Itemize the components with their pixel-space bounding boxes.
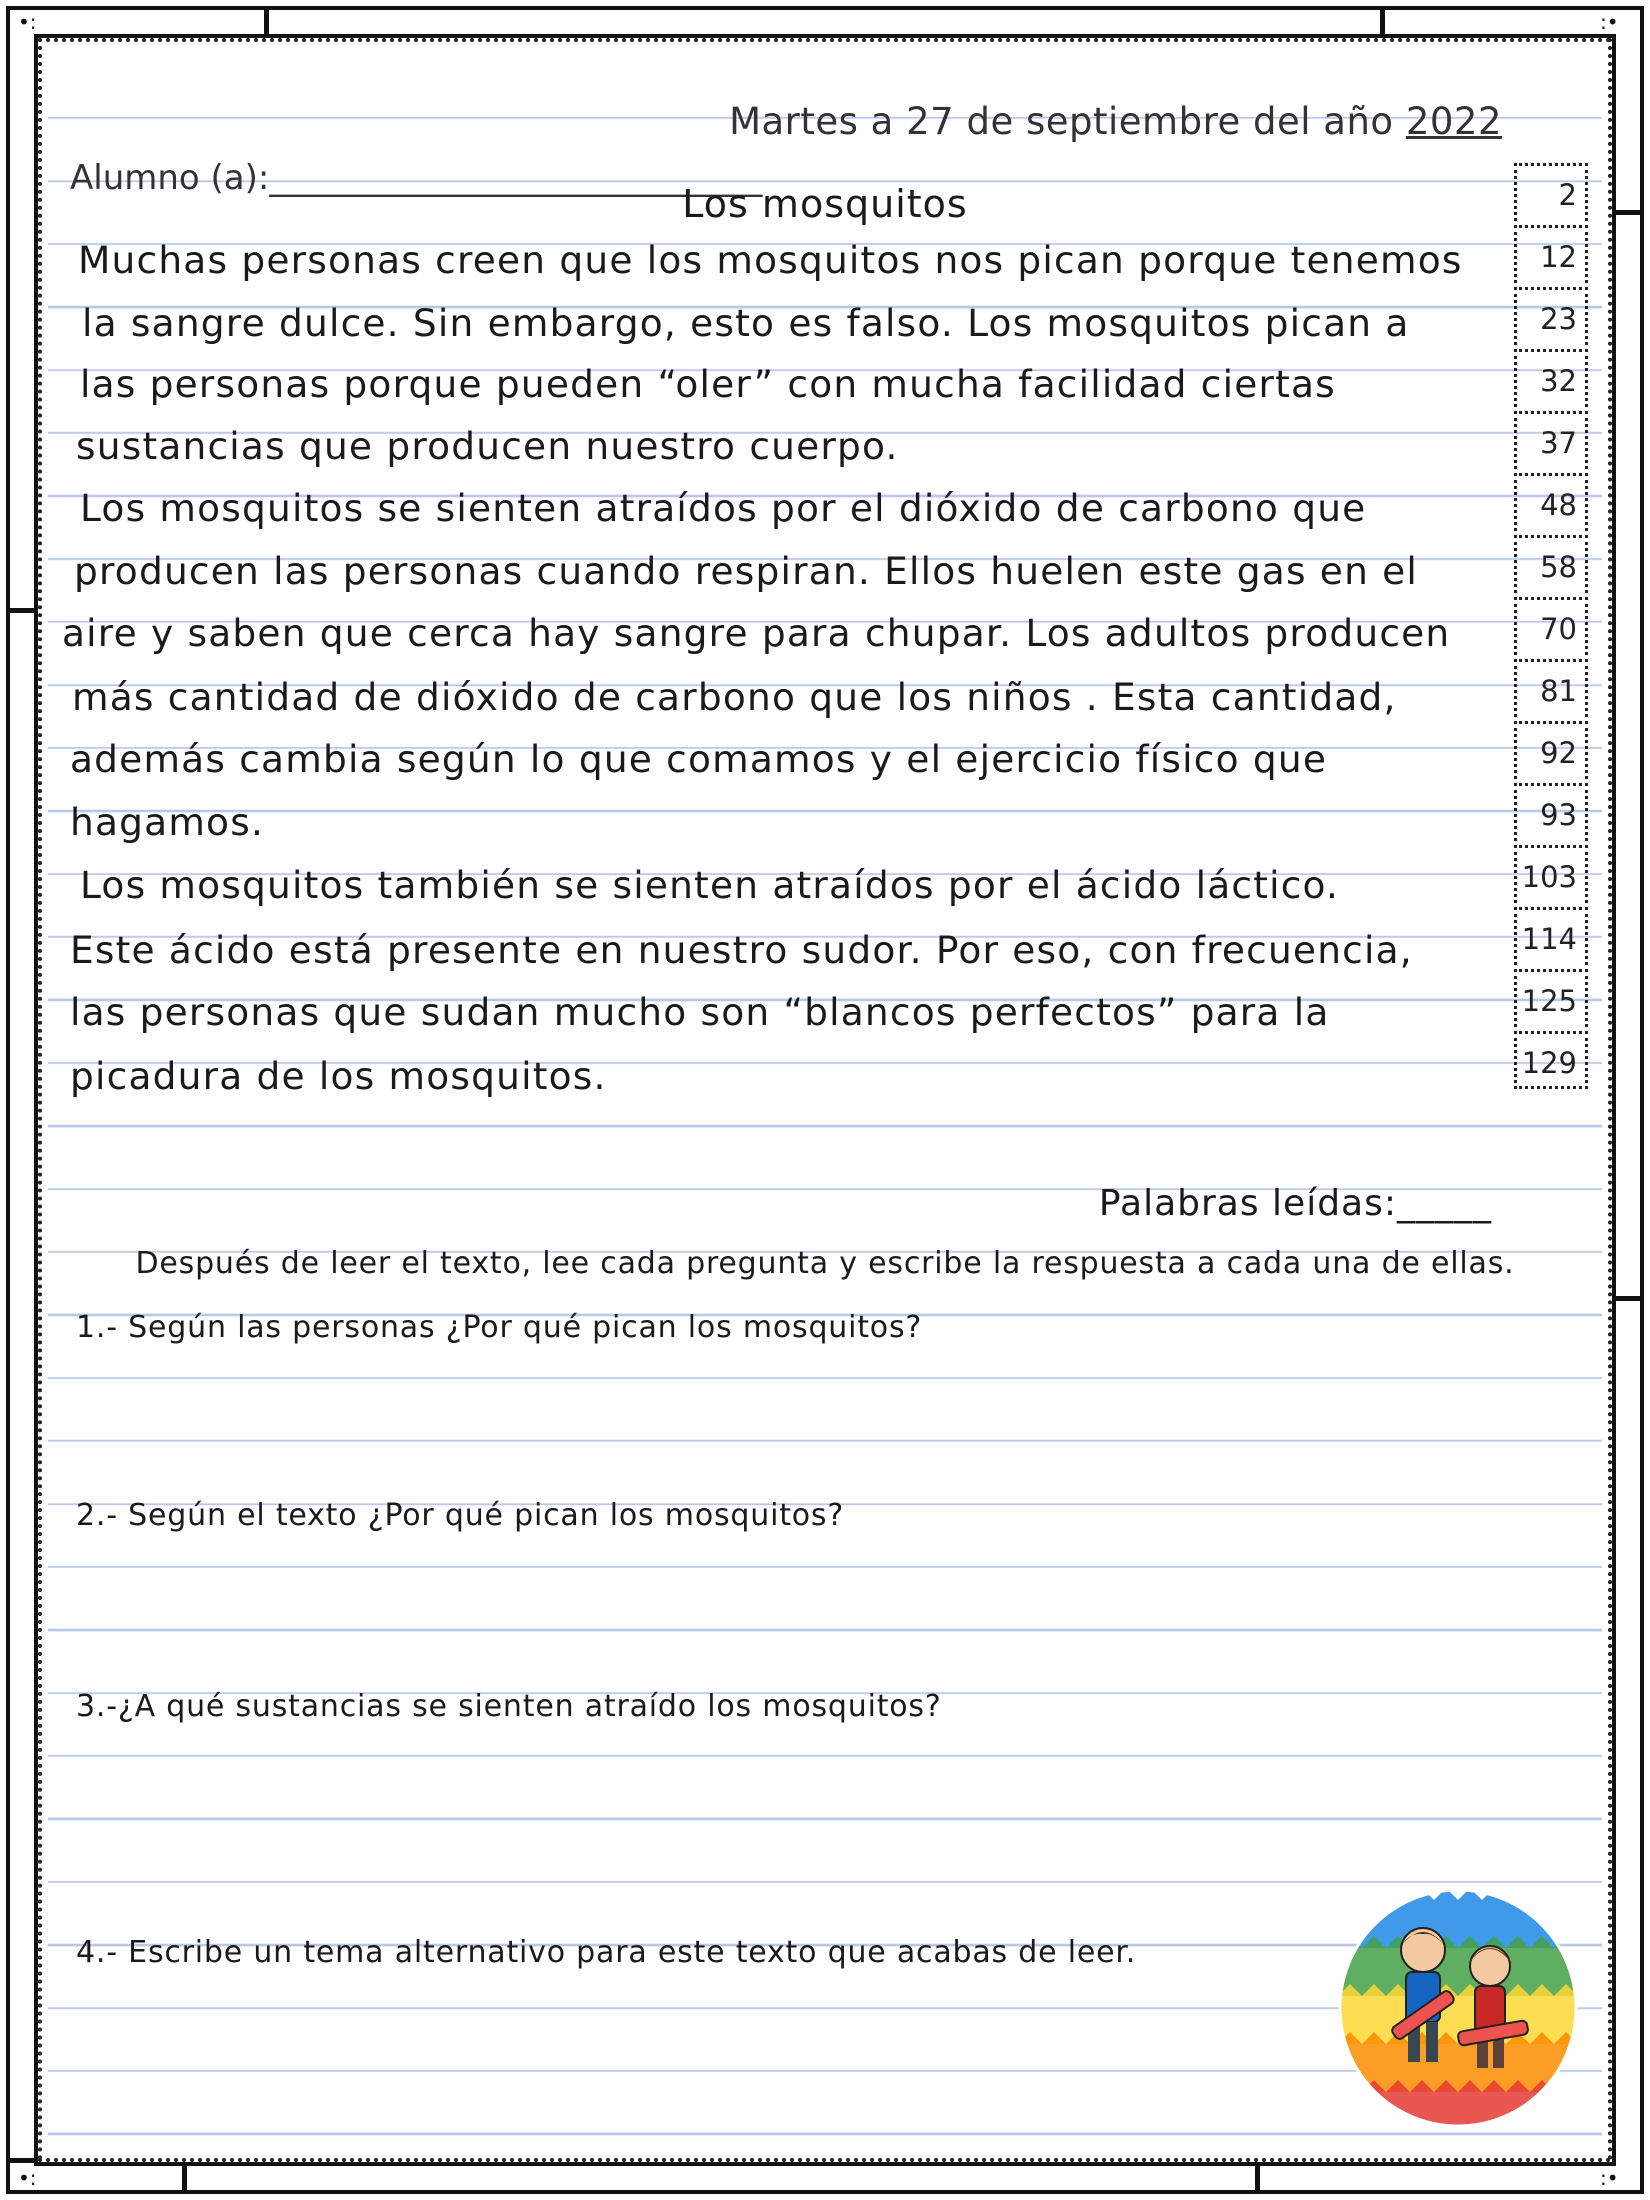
word-count-box: 32	[1514, 349, 1588, 407]
word-count-box: 37	[1514, 411, 1588, 469]
lined-sheet	[48, 48, 1602, 2152]
question-2: 2.- Según el texto ¿Por qué pican los mosquitos?	[76, 1498, 845, 1533]
reading-line: sustancias que producen nuestro cuerpo.	[76, 424, 899, 468]
word-count-box: 12	[1514, 225, 1588, 283]
reading-line: aire y saben que cerca hay sangre para chupar. Los adultos producen	[62, 611, 1451, 655]
frame-bar	[1608, 1296, 1644, 1301]
word-count-box: 125	[1514, 969, 1588, 1027]
reading-line: producen las personas cuando respiran. Ellos huelen este gas en el	[74, 549, 1419, 593]
frame-bar	[1380, 6, 1385, 42]
date-year: 2022	[1405, 100, 1502, 143]
reading-line: las personas porque pueden “oler” con mucha facilidad ciertas	[80, 362, 1336, 406]
reading-line: las personas que sudan mucho son “blancos perfectos” para la	[70, 990, 1330, 1034]
reading-line: además cambia según lo que comamos y el ejercicio físico que	[70, 737, 1328, 781]
reading-title: Los mosquitos	[682, 182, 968, 226]
frame-bar	[1608, 210, 1644, 215]
word-count-box: 23	[1514, 287, 1588, 345]
word-count-box: 93	[1514, 783, 1588, 841]
reading-line: Los mosquitos también se sienten atraídos por el ácido láctico.	[80, 863, 1340, 907]
student-name-field[interactable]: Alumno (a):_____________________________	[70, 158, 763, 198]
words-read-field[interactable]: Palabras leídas:_____	[1098, 1183, 1492, 1224]
frame-bar	[6, 608, 42, 613]
frame-bar	[6, 2158, 42, 2163]
question-3: 3.-¿A qué sustancias se sienten atraído los mosquitos?	[76, 1689, 942, 1724]
instructions-text: Después de leer el texto, lee cada pregunta y escribe la respuesta a cada una de ellas.	[135, 1246, 1515, 1281]
date-line	[729, 100, 1502, 143]
reading-line: Los mosquitos se sienten atraídos por el dióxido de carbono que	[80, 486, 1367, 530]
corner-dots: •:	[18, 2166, 37, 2190]
word-count-box: 92	[1514, 721, 1588, 779]
reading-line: picadura de los mosquitos.	[70, 1054, 607, 1098]
question-1: 1.- Según las personas ¿Por qué pican los mosquitos?	[76, 1310, 923, 1345]
word-count-box: 70	[1514, 597, 1588, 655]
reading-line: Muchas personas creen que los mosquitos nos pican porque tenemos	[78, 238, 1463, 282]
frame-bar	[264, 6, 269, 42]
date-text: Martes a 27 de septiembre del año	[729, 100, 1394, 143]
frame-bar	[182, 2158, 187, 2194]
word-count-box: 58	[1514, 535, 1588, 593]
reading-line: Este ácido está presente en nuestro sudor. Por eso, con frecuencia,	[70, 928, 1413, 972]
corner-dots: :•	[1600, 2166, 1619, 2190]
publisher-logo	[1338, 1888, 1578, 2128]
word-count-box: 103	[1514, 845, 1588, 903]
frame-bar	[1255, 2158, 1260, 2194]
word-count-box: 129	[1514, 1031, 1588, 1089]
word-count-box: 81	[1514, 659, 1588, 717]
corner-dots: •:	[18, 10, 37, 34]
question-4: 4.- Escribe un tema alternativo para este texto que acabas de leer.	[76, 1935, 1137, 1970]
reading-line: la sangre dulce. Sin embargo, esto es falso. Los mosquitos pican a	[82, 301, 1410, 345]
word-count-box: 48	[1514, 473, 1588, 531]
reading-line: hagamos.	[70, 800, 265, 844]
reading-line: más cantidad de dióxido de carbono que los niños . Esta cantidad,	[72, 675, 1397, 719]
word-count-box: 2	[1514, 163, 1588, 221]
corner-dots: :•	[1600, 10, 1619, 34]
word-count-box: 114	[1514, 907, 1588, 965]
